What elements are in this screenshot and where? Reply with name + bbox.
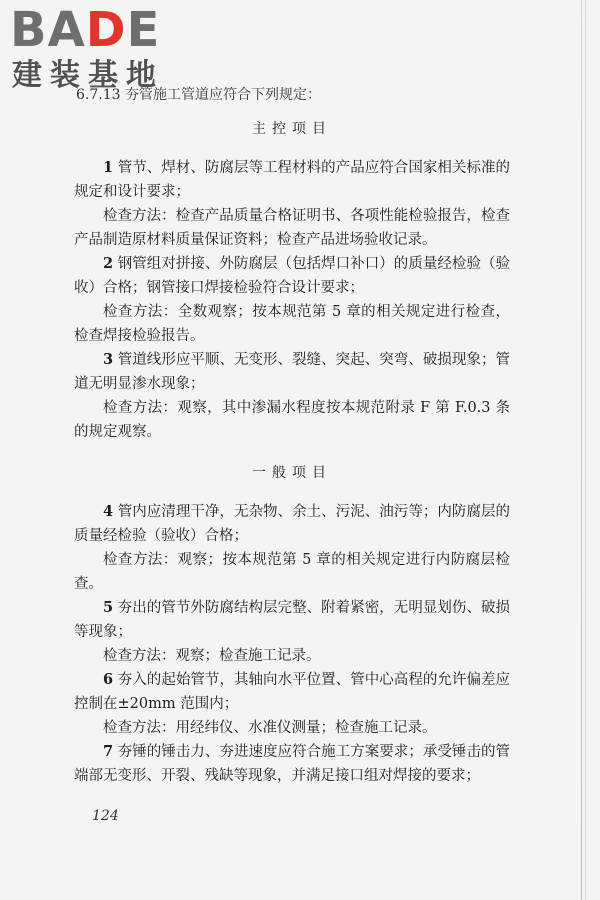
item-number: 4: [103, 503, 114, 520]
item-number: 5: [103, 599, 114, 616]
requirement-item: [74, 348, 510, 396]
requirement-item: [74, 740, 510, 788]
requirement-item: [74, 596, 510, 644]
inspection-method: [74, 300, 510, 348]
item-text: 检查方法：用经纬仪、水准仪测量；检查施工记录。: [103, 720, 437, 736]
item-number: 3: [103, 351, 114, 368]
inspection-method: [74, 396, 510, 444]
requirement-item: [74, 252, 510, 300]
item-text: 夯锤的锤击力、夯进速度应符合施工方案要求；承受锤击的管端部无变形、开裂、残缺等现象，并满足接口组对焊接的要求；: [74, 744, 510, 784]
document-body: [74, 118, 510, 788]
inspection-method: [74, 548, 510, 596]
item-text: 夯入的起始管节，其轴向水平位置、管中心高程的允许偏差应控制在±20mm 范围内；: [74, 672, 510, 712]
item-number: 1: [103, 159, 114, 176]
requirement-item: [74, 500, 510, 548]
item-text: 检查方法：观察，其中渗漏水程度按本规范附录 F 第 F.0.3 条的规定观察。: [74, 400, 510, 440]
inspection-method: [74, 716, 510, 740]
item-number: 6: [103, 671, 114, 688]
item-text: 管道线形应平顺、无变形、裂缝、突起、突弯、破损现象；管道无明显渗水现象；: [74, 352, 510, 392]
item-number: 2: [103, 255, 114, 272]
requirement-item: [74, 156, 510, 204]
section-heading: 一般项目: [252, 465, 332, 481]
requirement-item: [74, 668, 510, 716]
clause-heading: 6.7.13 夯管施工管道应符合下列规定：: [76, 87, 321, 103]
item-text: 检查方法：检查产品质量合格证明书、各项性能检验报告，检查产品制造原材料质量保证资料；检查产品进场验收记录。: [74, 208, 510, 248]
inspection-method: [74, 644, 510, 668]
item-text: 钢管组对拼接、外防腐层（包括焊口补口）的质量经检验（验收）合格；钢管接口焊接检验符合设计要求；: [74, 256, 510, 296]
item-text: 检查方法：观察；按本规范第 5 章的相关规定进行内防腐层检查。: [74, 552, 510, 592]
item-text: 检查方法：观察；检查施工记录。: [103, 648, 321, 664]
inspection-method: [74, 204, 510, 252]
item-text: 夯出的管节外防腐结构层完整、附着紧密，无明显划伤、破损等现象；: [74, 600, 510, 640]
item-text: 管节、焊材、防腐层等工程材料的产品应符合国家相关标准的规定和设计要求；: [74, 160, 510, 200]
item-number: 7: [103, 743, 114, 760]
page-number: 124: [92, 808, 119, 824]
logo-chinese-text: 建装基地: [12, 58, 164, 93]
page-edge-line: [581, 0, 582, 900]
item-text: 检查方法：全数观察；按本规范第 5 章的相关规定进行检查，检查焊接检验报告。: [74, 304, 510, 344]
page-edge-line: [585, 0, 586, 900]
section-heading: 主控项目: [252, 121, 332, 137]
logo-wordmark: BADE: [10, 2, 161, 58]
item-text: 管内应清理干净，无杂物、余土、污泥、油污等；内防腐层的质量经检验（验收）合格；: [74, 504, 510, 544]
